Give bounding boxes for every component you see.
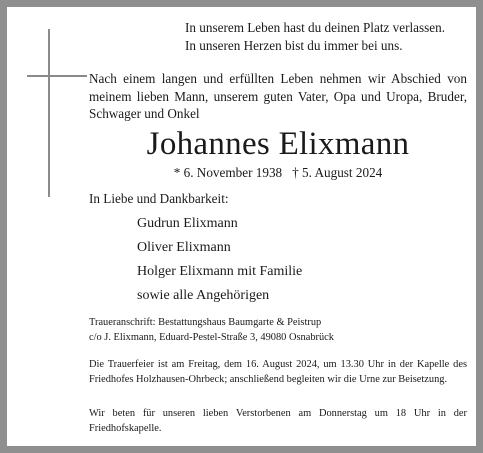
mourner-name: Gudrun Elixmann xyxy=(137,216,238,231)
address-line-2: c/o J. Elixmann, Eduard-Pestel-Straße 3, 49080 Osnabrück xyxy=(89,332,334,343)
death-date: † 5. August 2024 xyxy=(292,165,383,180)
prayer-info: Wir beten für unseren lieben Verstorbenen am Donnerstag um 18 Uhr in der Friedhofskapelle. xyxy=(89,408,467,434)
cross-icon-horizontal xyxy=(27,75,87,77)
memorial-quote xyxy=(185,19,475,55)
address-line-1: Traueranschrift: Bestattungshaus Baumgarte & Peistrup xyxy=(89,317,322,328)
deceased-name: Johannes Elixmann xyxy=(146,126,410,162)
mourning-address xyxy=(89,315,467,345)
quote-line-2: In unseren Herzen bist du immer bei uns. xyxy=(185,38,403,53)
birth-date: * 6. November 1938 xyxy=(173,165,283,180)
life-dates xyxy=(89,164,467,182)
intro-text: Nach einem langen und erfüllten Leben nehmen wir Abschied von meinem lieben Mann, unserem guten Vater, Opa und Uropa, Bruder, Schwager und Onkel xyxy=(89,71,467,121)
mourners-list xyxy=(137,212,302,308)
mourners-heading: In Liebe und Dankbarkeit: xyxy=(89,191,229,206)
funeral-info: Die Trauerfeier ist am Freitag, dem 16. August 2024, um 13.30 Uhr in der Kapelle des Friedhofes Holzhausen-Ohrbeck; anschließend begleiten wir die Urne zur Beisetzung. xyxy=(89,359,467,385)
cross-icon-vertical xyxy=(48,29,50,197)
mourner-name: Oliver Elixmann xyxy=(137,240,231,255)
quote-line-1: In unserem Leben hast du deinen Platz verlassen. xyxy=(185,20,446,35)
mourner-name: Holger Elixmann mit Familie xyxy=(137,264,303,279)
mourner-name: sowie alle Angehörigen xyxy=(137,288,270,303)
